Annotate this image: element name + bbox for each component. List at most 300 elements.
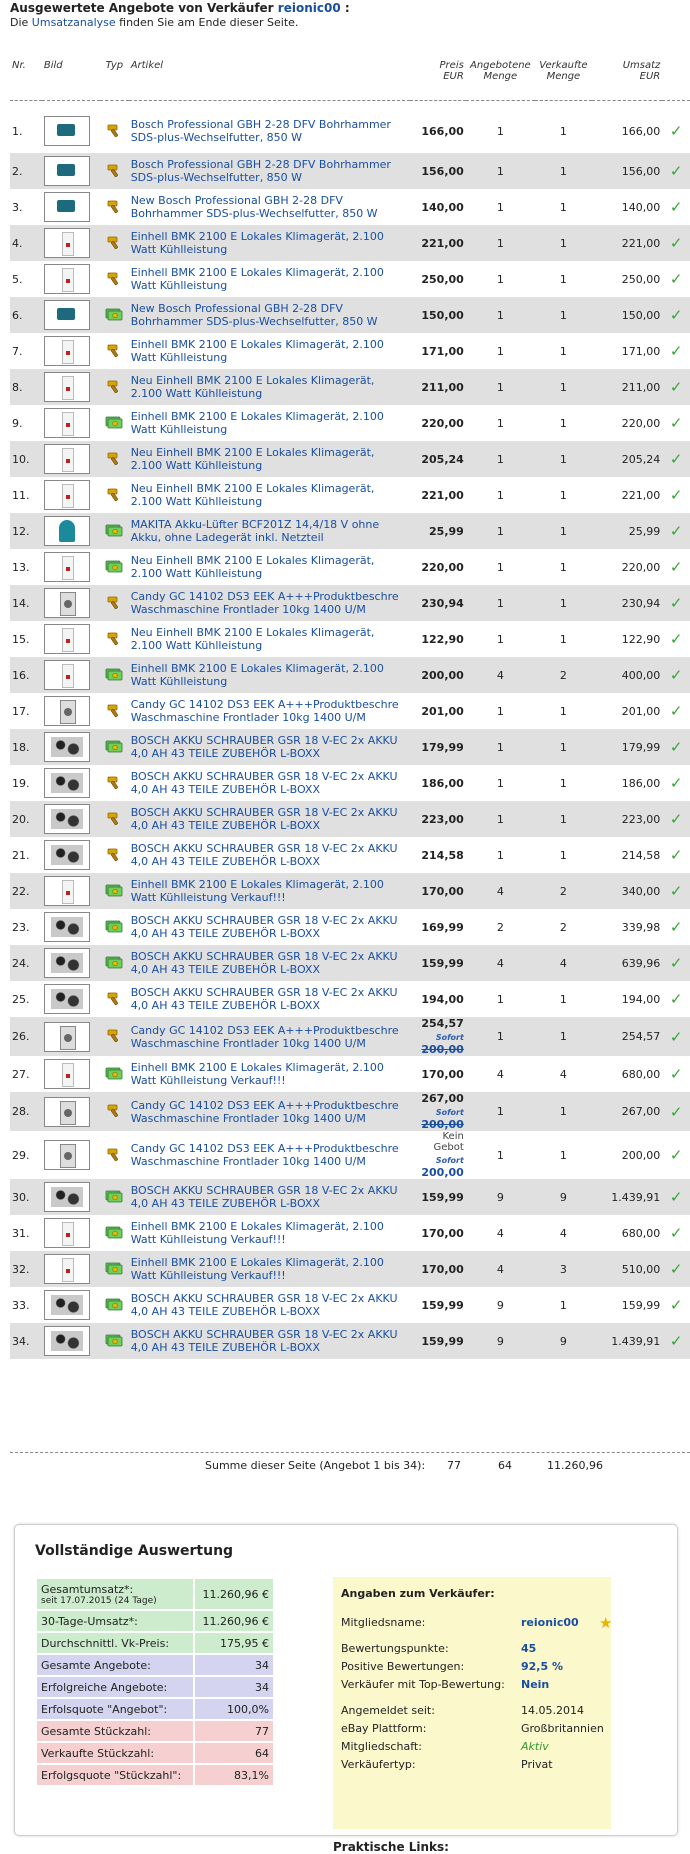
row-price-cell bbox=[410, 333, 466, 369]
check-icon: ✓ bbox=[669, 306, 683, 324]
revenue-value: 156,00 bbox=[621, 164, 661, 178]
col-nr: Nr. bbox=[10, 55, 42, 101]
check-icon: ✓ bbox=[669, 1296, 683, 1314]
revenue-value: 205,24 bbox=[621, 452, 661, 466]
row-number: 25. bbox=[12, 992, 30, 1006]
auction-hammer-icon bbox=[106, 270, 122, 289]
drill-kit-thumbnail[interactable] bbox=[44, 1182, 90, 1212]
drill-kit-thumbnail[interactable] bbox=[44, 1290, 90, 1320]
row-article-cell bbox=[129, 297, 410, 333]
air-conditioner-thumbnail[interactable] bbox=[44, 624, 90, 654]
offered-quantity: 4 bbox=[496, 884, 504, 898]
product-image bbox=[59, 520, 75, 542]
row-price-cell bbox=[410, 945, 466, 981]
table-row bbox=[10, 549, 690, 585]
table-row bbox=[10, 189, 690, 225]
air-conditioner-thumbnail[interactable] bbox=[44, 372, 90, 402]
row-price-cell bbox=[410, 981, 466, 1017]
status-cell bbox=[662, 1017, 690, 1056]
washing-machine-thumbnail[interactable] bbox=[44, 588, 90, 618]
sold-quantity: 1 bbox=[559, 524, 567, 538]
stat-label bbox=[37, 1743, 193, 1763]
revenue-analysis-link[interactable]: Umsatzanalyse bbox=[31, 16, 116, 29]
row-price-cell bbox=[410, 441, 466, 477]
revenue-value: 223,00 bbox=[621, 812, 661, 826]
row-article-cell bbox=[129, 765, 410, 801]
article-link[interactable]: Candy GC 14102 DS3 EEK A+++Produktbeschre Waschmaschine Frontlader 10kg 1400 U/M bbox=[130, 1142, 399, 1168]
status-cell bbox=[662, 1323, 690, 1359]
price-value: 170,00 bbox=[421, 1262, 464, 1276]
sold-quantity: 3 bbox=[559, 1262, 567, 1276]
row-image-cell bbox=[42, 945, 100, 981]
article-link[interactable]: Einhell BMK 2100 E Lokales Klimagerät, 2.100 Watt Kühlleistung bbox=[130, 410, 384, 436]
price-value: 170,00 bbox=[421, 1067, 464, 1081]
table-row bbox=[10, 225, 690, 261]
article-link[interactable]: BOSCH AKKU SCHRAUBER GSR 18 V-EC 2x AKKU 4,0 AH 43 TEILE ZUBEHÖR L-BOXX bbox=[130, 986, 398, 1012]
row-type-cell bbox=[100, 101, 129, 154]
row-number: 33. bbox=[12, 1298, 30, 1312]
revenue-value: 194,00 bbox=[621, 992, 661, 1006]
status-cell bbox=[662, 585, 690, 621]
row-image-cell bbox=[42, 729, 100, 765]
drill-kit-thumbnail[interactable] bbox=[44, 1326, 90, 1356]
stat-value: 11.260,96 € bbox=[195, 1579, 273, 1609]
table-row bbox=[10, 333, 690, 369]
row-number: 13. bbox=[12, 560, 30, 574]
article-link[interactable]: BOSCH AKKU SCHRAUBER GSR 18 V-EC 2x AKKU 4,0 AH 43 TEILE ZUBEHÖR L-BOXX bbox=[130, 1328, 398, 1354]
col-umsatz: Umsatz EUR bbox=[592, 55, 662, 101]
article-link[interactable]: Candy GC 14102 DS3 EEK A+++Produktbeschre Waschmaschine Frontlader 10kg 1400 U/M bbox=[130, 698, 399, 724]
row-number: 26. bbox=[12, 1030, 30, 1043]
drill-kit-thumbnail[interactable] bbox=[44, 804, 90, 834]
registered-since-row: Angemeldet seit: 14.05.2014 bbox=[341, 1704, 584, 1717]
row-price-cell bbox=[410, 1056, 466, 1092]
row-article-cell bbox=[129, 1323, 410, 1359]
row-price-cell bbox=[410, 765, 466, 801]
auction-hammer-icon bbox=[106, 594, 122, 613]
buy-now-money-icon bbox=[105, 955, 123, 972]
row-image-cell bbox=[42, 585, 100, 621]
offered-quantity: 9 bbox=[496, 1298, 504, 1312]
table-row bbox=[10, 369, 690, 405]
article-link[interactable]: Neu Einhell BMK 2100 E Lokales Klimagerät, 2.100 Watt Kühlleistung bbox=[130, 554, 375, 580]
drill-kit-thumbnail[interactable] bbox=[44, 732, 90, 762]
table-row bbox=[10, 1017, 690, 1056]
row-image-cell bbox=[42, 657, 100, 693]
row-image-cell bbox=[42, 297, 100, 333]
washing-machine-thumbnail[interactable] bbox=[44, 1022, 90, 1052]
row-article-cell bbox=[129, 657, 410, 693]
product-image bbox=[57, 164, 75, 176]
row-article-cell bbox=[129, 873, 410, 909]
offered-quantity: 4 bbox=[496, 1262, 504, 1276]
offered-quantity: 1 bbox=[496, 416, 504, 430]
article-link[interactable]: Neu Einhell BMK 2100 E Lokales Klimagerät, 2.100 Watt Kühlleistung bbox=[130, 482, 375, 508]
row-number: 18. bbox=[12, 740, 30, 754]
col-angebotene-menge: Angebotene Menge bbox=[466, 55, 535, 101]
article-link[interactable]: Neu Einhell BMK 2100 E Lokales Klimagerät, 2.100 Watt Kühlleistung bbox=[130, 626, 375, 652]
col-typ: Typ bbox=[100, 55, 129, 101]
article-link[interactable]: BOSCH AKKU SCHRAUBER GSR 18 V-EC 2x AKKU 4,0 AH 43 TEILE ZUBEHÖR L-BOXX bbox=[130, 1184, 398, 1210]
product-image bbox=[57, 308, 75, 320]
offered-quantity: 4 bbox=[496, 1226, 504, 1240]
sold-quantity: 4 bbox=[559, 1226, 567, 1240]
check-icon: ✓ bbox=[669, 122, 683, 140]
offered-quantity: 1 bbox=[496, 740, 504, 754]
offered-quantity: 1 bbox=[496, 344, 504, 358]
stat-value: 175,95 € bbox=[195, 1633, 273, 1653]
row-type-cell bbox=[100, 585, 129, 621]
air-conditioner-thumbnail[interactable] bbox=[44, 876, 90, 906]
auction-hammer-icon bbox=[106, 122, 122, 141]
sold-quantity: 1 bbox=[559, 452, 567, 466]
article-link[interactable]: Einhell BMK 2100 E Lokales Klimagerät, 2.100 Watt Kühlleistung bbox=[130, 662, 384, 688]
col-bild: Bild bbox=[42, 55, 100, 101]
offered-quantity: 9 bbox=[496, 1334, 504, 1348]
row-article-cell bbox=[129, 333, 410, 369]
product-image bbox=[62, 664, 74, 688]
article-link[interactable]: BOSCH AKKU SCHRAUBER GSR 18 V-EC 2x AKKU 4,0 AH 43 TEILE ZUBEHÖR L-BOXX bbox=[130, 950, 398, 976]
product-image bbox=[62, 232, 74, 256]
article-link[interactable]: BOSCH AKKU SCHRAUBER GSR 18 V-EC 2x AKKU 4,0 AH 43 TEILE ZUBEHÖR L-BOXX bbox=[130, 734, 398, 760]
row-article-cell bbox=[129, 909, 410, 945]
revenue-value: 166,00 bbox=[621, 124, 661, 138]
row-price-cell bbox=[410, 1017, 466, 1056]
page-summary-row bbox=[10, 1452, 690, 1478]
drill-thumbnail[interactable] bbox=[44, 192, 90, 222]
article-link[interactable]: Einhell BMK 2100 E Lokales Klimagerät, 2.100 Watt Kühlleistung bbox=[130, 338, 384, 364]
check-icon: ✓ bbox=[669, 486, 683, 504]
buy-now-price: 200,00 bbox=[421, 1118, 464, 1131]
revenue-value: 1.439,91 bbox=[611, 1334, 661, 1348]
row-type-cell bbox=[100, 513, 129, 549]
article-link[interactable]: Einhell BMK 2100 E Lokales Klimagerät, 2.100 Watt Kühlleistung Verkauf!!! bbox=[130, 878, 384, 904]
check-icon: ✓ bbox=[669, 594, 683, 612]
article-link[interactable]: Einhell BMK 2100 E Lokales Klimagerät, 2.100 Watt Kühlleistung bbox=[130, 266, 384, 292]
row-image-cell bbox=[42, 1131, 100, 1179]
offered-quantity: 1 bbox=[496, 308, 504, 322]
buy-now-money-icon bbox=[105, 523, 123, 540]
row-article-cell bbox=[129, 837, 410, 873]
stat-label-text: Erfolgreiche Angebote: bbox=[41, 1680, 168, 1694]
revenue-value: 25,99 bbox=[628, 524, 661, 538]
full-evaluation-panel bbox=[14, 1524, 678, 1854]
row-type-cell bbox=[100, 1092, 129, 1131]
status-cell bbox=[662, 801, 690, 837]
offered-quantity: 1 bbox=[496, 776, 504, 790]
air-conditioner-thumbnail[interactable] bbox=[44, 228, 90, 258]
stat-value: 83,1% bbox=[195, 1765, 273, 1785]
row-image-cell bbox=[42, 981, 100, 1017]
article-link[interactable]: Einhell BMK 2100 E Lokales Klimagerät, 2.100 Watt Kühlleistung Verkauf!!! bbox=[130, 1256, 384, 1282]
stat-label bbox=[37, 1611, 193, 1631]
article-link[interactable]: Einhell BMK 2100 E Lokales Klimagerät, 2.100 Watt Kühlleistung bbox=[130, 230, 384, 256]
sold-quantity: 1 bbox=[559, 380, 567, 394]
air-conditioner-thumbnail[interactable] bbox=[44, 1059, 90, 1089]
row-price-cell bbox=[410, 801, 466, 837]
price-value: 159,99 bbox=[421, 1190, 464, 1204]
drill-kit-thumbnail[interactable] bbox=[44, 984, 90, 1014]
offered-quantity: 1 bbox=[496, 380, 504, 394]
row-price-cell bbox=[410, 513, 466, 549]
stats-row bbox=[37, 1611, 273, 1631]
article-link[interactable]: BOSCH AKKU SCHRAUBER GSR 18 V-EC 2x AKKU 4,0 AH 43 TEILE ZUBEHÖR L-BOXX bbox=[130, 806, 398, 832]
sold-quantity: 1 bbox=[559, 776, 567, 790]
row-image-cell bbox=[42, 1287, 100, 1323]
sold-quantity: 1 bbox=[559, 1148, 567, 1162]
row-number: 6. bbox=[12, 308, 23, 322]
row-number: 17. bbox=[12, 704, 30, 718]
product-image bbox=[51, 1331, 83, 1351]
stats-row bbox=[37, 1677, 273, 1697]
row-image-cell bbox=[42, 765, 100, 801]
product-image bbox=[62, 880, 74, 904]
status-cell bbox=[662, 477, 690, 513]
drill-thumbnail[interactable] bbox=[44, 156, 90, 186]
check-icon: ✓ bbox=[669, 738, 683, 756]
washing-machine-thumbnail[interactable] bbox=[44, 1140, 90, 1170]
revenue-value: 1.439,91 bbox=[611, 1190, 661, 1204]
sold-quantity: 1 bbox=[559, 560, 567, 574]
auction-hammer-icon bbox=[106, 198, 122, 217]
product-image bbox=[57, 200, 75, 212]
row-number: 2. bbox=[12, 164, 23, 178]
buy-now-money-icon bbox=[105, 415, 123, 432]
auction-hammer-icon bbox=[106, 1146, 122, 1165]
product-image bbox=[62, 1063, 74, 1087]
stat-label bbox=[37, 1677, 193, 1697]
row-image-cell bbox=[42, 513, 100, 549]
row-type-cell bbox=[100, 153, 129, 189]
status-cell bbox=[662, 1251, 690, 1287]
drill-kit-thumbnail[interactable] bbox=[44, 912, 90, 942]
row-type-cell bbox=[100, 1056, 129, 1092]
product-image bbox=[62, 448, 74, 472]
row-number: 29. bbox=[12, 1148, 30, 1162]
status-cell bbox=[662, 189, 690, 225]
row-number: 19. bbox=[12, 776, 30, 790]
membership-row: Mitgliedschaft: Aktiv bbox=[341, 1740, 549, 1753]
price-value: 214,58 bbox=[421, 848, 464, 862]
buy-now-line bbox=[412, 1030, 464, 1056]
revenue-value: 339,98 bbox=[621, 920, 661, 934]
row-number: 31. bbox=[12, 1226, 30, 1240]
row-image-cell bbox=[42, 837, 100, 873]
article-link[interactable]: Neu Einhell BMK 2100 E Lokales Klimagerät, 2.100 Watt Kühlleistung bbox=[130, 446, 375, 472]
offered-quantity: 1 bbox=[496, 992, 504, 1006]
row-number: 1. bbox=[12, 124, 23, 138]
row-image-cell bbox=[42, 477, 100, 513]
auction-hammer-icon bbox=[106, 810, 122, 829]
revenue-value: 200,00 bbox=[621, 1148, 661, 1162]
check-icon: ✓ bbox=[669, 774, 683, 792]
drill-kit-thumbnail[interactable] bbox=[44, 768, 90, 798]
air-conditioner-thumbnail[interactable] bbox=[44, 660, 90, 690]
price-value: 220,00 bbox=[421, 416, 464, 430]
article-link[interactable]: New Bosch Professional GBH 2-28 DFV Bohrhammer SDS-plus-Wechselfutter, 850 W bbox=[130, 194, 378, 220]
buy-now-money-icon bbox=[105, 1066, 123, 1083]
row-type-cell bbox=[100, 1287, 129, 1323]
row-image-cell bbox=[42, 1215, 100, 1251]
offered-quantity: 1 bbox=[496, 488, 504, 502]
row-number: 30. bbox=[12, 1190, 30, 1204]
status-cell bbox=[662, 729, 690, 765]
drill-kit-thumbnail[interactable] bbox=[44, 840, 90, 870]
check-icon: ✓ bbox=[669, 1146, 683, 1164]
auction-hammer-icon bbox=[106, 1102, 122, 1121]
air-conditioner-thumbnail[interactable] bbox=[44, 1218, 90, 1248]
sold-quantity: 2 bbox=[559, 884, 567, 898]
price-value: 122,90 bbox=[421, 632, 464, 646]
stats-row bbox=[37, 1743, 273, 1763]
article-link[interactable]: Neu Einhell BMK 2100 E Lokales Klimagerät, 2.100 Watt Kühlleistung bbox=[130, 374, 375, 400]
product-image bbox=[62, 484, 74, 508]
status-cell bbox=[662, 657, 690, 693]
table-header-row bbox=[10, 55, 690, 101]
status-cell bbox=[662, 1179, 690, 1215]
offered-quantity: 1 bbox=[496, 1148, 504, 1162]
article-link[interactable]: New Bosch Professional GBH 2-28 DFV Bohrhammer SDS-plus-Wechselfutter, 850 W bbox=[130, 302, 378, 328]
article-link[interactable]: Bosch Professional GBH 2-28 DFV Bohrhammer SDS-plus-Wechselfutter, 850 W bbox=[130, 118, 391, 144]
row-type-cell bbox=[100, 657, 129, 693]
price-value: 211,00 bbox=[421, 380, 464, 394]
product-image bbox=[51, 917, 83, 937]
offered-quantity: 1 bbox=[496, 848, 504, 862]
stat-label bbox=[37, 1721, 193, 1741]
product-image bbox=[57, 124, 75, 136]
status-cell bbox=[662, 261, 690, 297]
status-cell bbox=[662, 225, 690, 261]
row-number: 21. bbox=[12, 848, 30, 862]
product-image bbox=[60, 592, 76, 616]
price-value: 170,00 bbox=[421, 1226, 464, 1240]
row-image-cell bbox=[42, 1017, 100, 1056]
revenue-value: 221,00 bbox=[621, 488, 661, 502]
auction-hammer-icon bbox=[106, 162, 122, 181]
seller-link[interactable]: reionic00 bbox=[277, 1, 341, 15]
price-value: 171,00 bbox=[421, 344, 464, 358]
row-image-cell bbox=[42, 801, 100, 837]
row-price-cell bbox=[410, 297, 466, 333]
sofort-label: Sofort bbox=[435, 1156, 464, 1165]
article-link[interactable]: Bosch Professional GBH 2-28 DFV Bohrhammer SDS-plus-Wechselfutter, 850 W bbox=[130, 158, 391, 184]
row-image-cell bbox=[42, 369, 100, 405]
article-link[interactable]: BOSCH AKKU SCHRAUBER GSR 18 V-EC 2x AKKU 4,0 AH 43 TEILE ZUBEHÖR L-BOXX bbox=[130, 842, 398, 868]
article-link[interactable]: Candy GC 14102 DS3 EEK A+++Produktbeschre Waschmaschine Frontlader 10kg 1400 U/M bbox=[130, 1023, 399, 1050]
stat-subtext: seit 17.07.2015 (24 Tage) bbox=[41, 1595, 157, 1606]
stats-table bbox=[35, 1577, 275, 1787]
price-value: 220,00 bbox=[421, 560, 464, 574]
row-type-cell bbox=[100, 729, 129, 765]
air-conditioner-thumbnail[interactable] bbox=[44, 444, 90, 474]
check-icon: ✓ bbox=[669, 666, 683, 684]
seller-info-box bbox=[333, 1577, 611, 1829]
table-row bbox=[10, 261, 690, 297]
price-value: 150,00 bbox=[421, 308, 464, 322]
article-link[interactable]: BOSCH AKKU SCHRAUBER GSR 18 V-EC 2x AKKU 4,0 AH 43 TEILE ZUBEHÖR L-BOXX bbox=[130, 914, 398, 940]
buy-now-money-icon bbox=[105, 307, 123, 324]
offered-quantity: 1 bbox=[496, 524, 504, 538]
table-row bbox=[10, 477, 690, 513]
row-price-cell bbox=[410, 837, 466, 873]
revenue-value: 680,00 bbox=[621, 1226, 661, 1240]
product-image bbox=[51, 773, 83, 793]
check-icon: ✓ bbox=[669, 414, 683, 432]
buy-now-money-icon bbox=[105, 1189, 123, 1206]
drill-thumbnail[interactable] bbox=[44, 300, 90, 330]
offered-quantity: 1 bbox=[496, 124, 504, 138]
row-price-cell bbox=[410, 585, 466, 621]
article-link[interactable]: BOSCH AKKU SCHRAUBER GSR 18 V-EC 2x AKKU 4,0 AH 43 TEILE ZUBEHÖR L-BOXX bbox=[130, 770, 398, 796]
check-icon: ✓ bbox=[669, 918, 683, 936]
revenue-value: 171,00 bbox=[621, 344, 661, 358]
sold-quantity: 1 bbox=[559, 596, 567, 610]
row-type-cell bbox=[100, 621, 129, 657]
article-link[interactable]: MAKITA Akku-Lüfter BCF201Z 14,4/18 V ohne Akku, ohne Ladegerät inkl. Netzteil bbox=[130, 518, 380, 544]
drill-kit-thumbnail[interactable] bbox=[44, 948, 90, 978]
row-article-cell bbox=[129, 729, 410, 765]
article-link[interactable]: Candy GC 14102 DS3 EEK A+++Produktbeschre Waschmaschine Frontlader 10kg 1400 U/M bbox=[130, 590, 399, 616]
table-row bbox=[10, 1131, 690, 1179]
sold-quantity: 4 bbox=[559, 956, 567, 970]
table-row bbox=[10, 981, 690, 1017]
row-type-cell bbox=[100, 765, 129, 801]
product-image bbox=[62, 340, 74, 364]
row-article-cell bbox=[129, 1287, 410, 1323]
stat-label-text: Verkaufte Stückzahl: bbox=[41, 1746, 155, 1760]
article-link[interactable]: Einhell BMK 2100 E Lokales Klimagerät, 2.100 Watt Kühlleistung Verkauf!!! bbox=[130, 1220, 384, 1246]
air-conditioner-thumbnail[interactable] bbox=[44, 1254, 90, 1284]
summary-sold: 64 bbox=[498, 1459, 512, 1472]
table-row bbox=[10, 801, 690, 837]
sold-quantity: 1 bbox=[559, 344, 567, 358]
washing-machine-thumbnail[interactable] bbox=[44, 696, 90, 726]
table-row bbox=[10, 657, 690, 693]
check-icon: ✓ bbox=[669, 990, 683, 1008]
row-number: 12. bbox=[12, 524, 30, 538]
row-image-cell bbox=[42, 441, 100, 477]
row-number: 34. bbox=[12, 1334, 30, 1348]
air-conditioner-thumbnail[interactable] bbox=[44, 408, 90, 438]
buy-now-money-icon bbox=[105, 667, 123, 684]
article-link[interactable]: Candy GC 14102 DS3 EEK A+++Produktbeschre Waschmaschine Frontlader 10kg 1400 U/M bbox=[130, 1098, 399, 1125]
row-price-cell bbox=[410, 189, 466, 225]
article-link[interactable]: BOSCH AKKU SCHRAUBER GSR 18 V-EC 2x AKKU 4,0 AH 43 TEILE ZUBEHÖR L-BOXX bbox=[130, 1292, 398, 1318]
row-type-cell bbox=[100, 477, 129, 513]
air-conditioner-thumbnail[interactable] bbox=[44, 264, 90, 294]
check-icon: ✓ bbox=[669, 378, 683, 396]
member-name-link[interactable]: reionic00 bbox=[521, 1616, 579, 1629]
practical-links-title: Praktische Links: bbox=[333, 1840, 449, 1854]
washing-machine-thumbnail[interactable] bbox=[44, 1097, 90, 1127]
fan-thumbnail[interactable] bbox=[44, 516, 90, 546]
air-conditioner-thumbnail[interactable] bbox=[44, 480, 90, 510]
row-article-cell bbox=[129, 441, 410, 477]
air-conditioner-thumbnail[interactable] bbox=[44, 336, 90, 366]
drill-thumbnail[interactable] bbox=[44, 116, 90, 146]
auction-hammer-icon bbox=[106, 486, 122, 505]
check-icon: ✓ bbox=[669, 1065, 683, 1083]
row-number: 28. bbox=[12, 1105, 30, 1118]
revenue-value: 221,00 bbox=[621, 236, 661, 250]
seller-info-title: Angaben zum Verkäufer: bbox=[341, 1587, 495, 1600]
buy-now-money-icon bbox=[105, 1333, 123, 1350]
sold-quantity: 1 bbox=[559, 308, 567, 322]
air-conditioner-thumbnail[interactable] bbox=[44, 552, 90, 582]
article-link[interactable]: Einhell BMK 2100 E Lokales Klimagerät, 2.100 Watt Kühlleistung Verkauf!!! bbox=[130, 1061, 384, 1087]
offered-quantity: 1 bbox=[496, 1105, 504, 1118]
revenue-value: 680,00 bbox=[621, 1067, 661, 1081]
